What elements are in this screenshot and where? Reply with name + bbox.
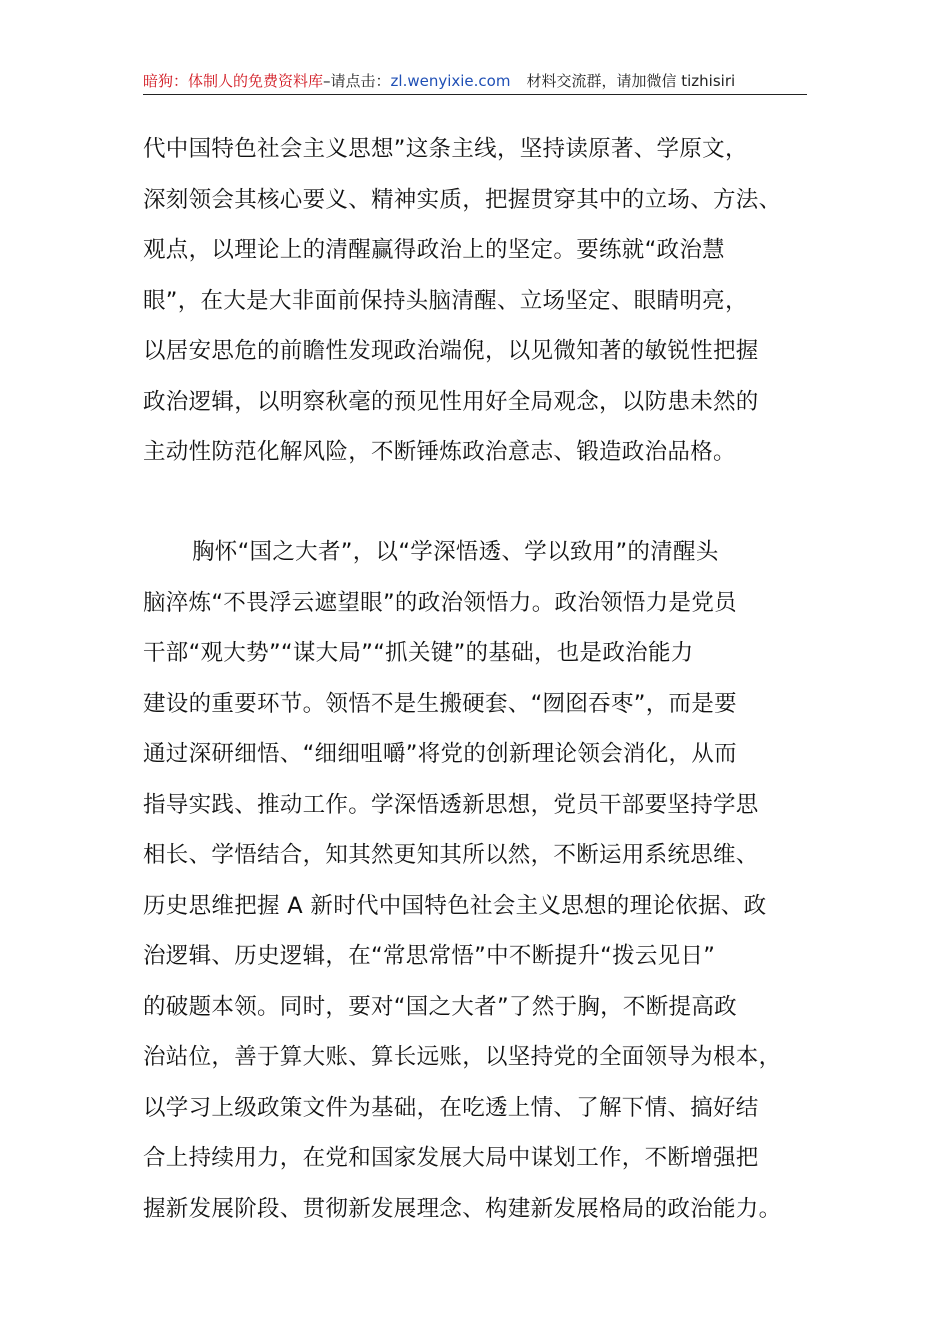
text-line: 政治逻辑，以明察秋毫的预见性用好全局观念，以防患未然的: [143, 388, 759, 415]
header-site-name: 暗狗：体制人的免费资料库: [143, 72, 324, 90]
text-line: 以居安思危的前瞻性发现政治端倪，以见微知著的敏锐性把握: [143, 338, 759, 364]
text-line: 脑淬炼“不畏浮云遮望眼”的政治领悟力。政治领悟力是党员: [143, 589, 737, 616]
text-line: 代中国特色社会主义思想”这条主线，坚持读原著、学原文，: [143, 136, 748, 162]
text-line: 治站位，善于算大账、算长远账，以坚持党的全面领导为根本，: [143, 1044, 782, 1070]
text-line: 以学习上级政策文件为基础，在吃透上情、了解下情、搞好结: [143, 1094, 759, 1121]
header-url-link[interactable]: zl.wenyixie.com: [390, 72, 511, 90]
text-line: 深刻领会其核心要义、精神实质，把握贯穿其中的立场、方法、: [143, 186, 782, 213]
header-wechat-note: 材料交流群，请加微信 tizhisiri: [526, 72, 736, 90]
text-line: 合上持续用力，在党和国家发展大局中谋划工作，不断增强把: [143, 1145, 759, 1171]
text-line: 握新发展阶段、贯彻新发展理念、构建新发展格局的政治能力。: [143, 1195, 782, 1222]
text-line: 的破题本领。同时，要对“国之大者”了然于胸，不断提高政: [143, 993, 737, 1020]
paragraph-1: [143, 124, 809, 478]
text-line: 干部“观大势”“谋大局”“抓关键”的基础，也是政治能力: [143, 640, 694, 666]
page-header: [143, 68, 807, 95]
text-line: 胸怀“国之大者”，以“学深悟透、学以致用”的清醒头: [192, 539, 719, 565]
text-line: 主动性防范化解风险，不断锤炼政治意志、锻造政治品格。: [143, 439, 736, 465]
text-line: 历史思维把握 A 新时代中国特色社会主义思想的理论依据、政: [143, 892, 767, 919]
text-line: 治逻辑、历史逻辑，在“常思常悟”中不断提升“拨云见日”: [143, 943, 716, 969]
header-prompt: –请点击：: [323, 72, 391, 90]
text-line: 眼”，在大是大非面前保持头脑清醒、立场坚定、眼睛明亮，: [143, 287, 748, 314]
text-line: 相长、学悟结合，知其然更知其所以然，不断运用系统思维、: [143, 842, 759, 868]
text-line: 建设的重要环节。领悟不是生搬硬套、“囫囵吞枣”，而是要: [143, 690, 737, 717]
text-line: 观点，以理论上的清醒赢得政治上的坚定。要练就“政治慧: [143, 237, 725, 263]
text-line: 指导实践、推动工作。学深悟透新思想，党员干部要坚持学思: [143, 791, 759, 818]
paragraph-2: [143, 527, 809, 1234]
text-line: 通过深研细悟、“细细咀嚼”将党的创新理论领会消化，从而: [143, 741, 737, 767]
